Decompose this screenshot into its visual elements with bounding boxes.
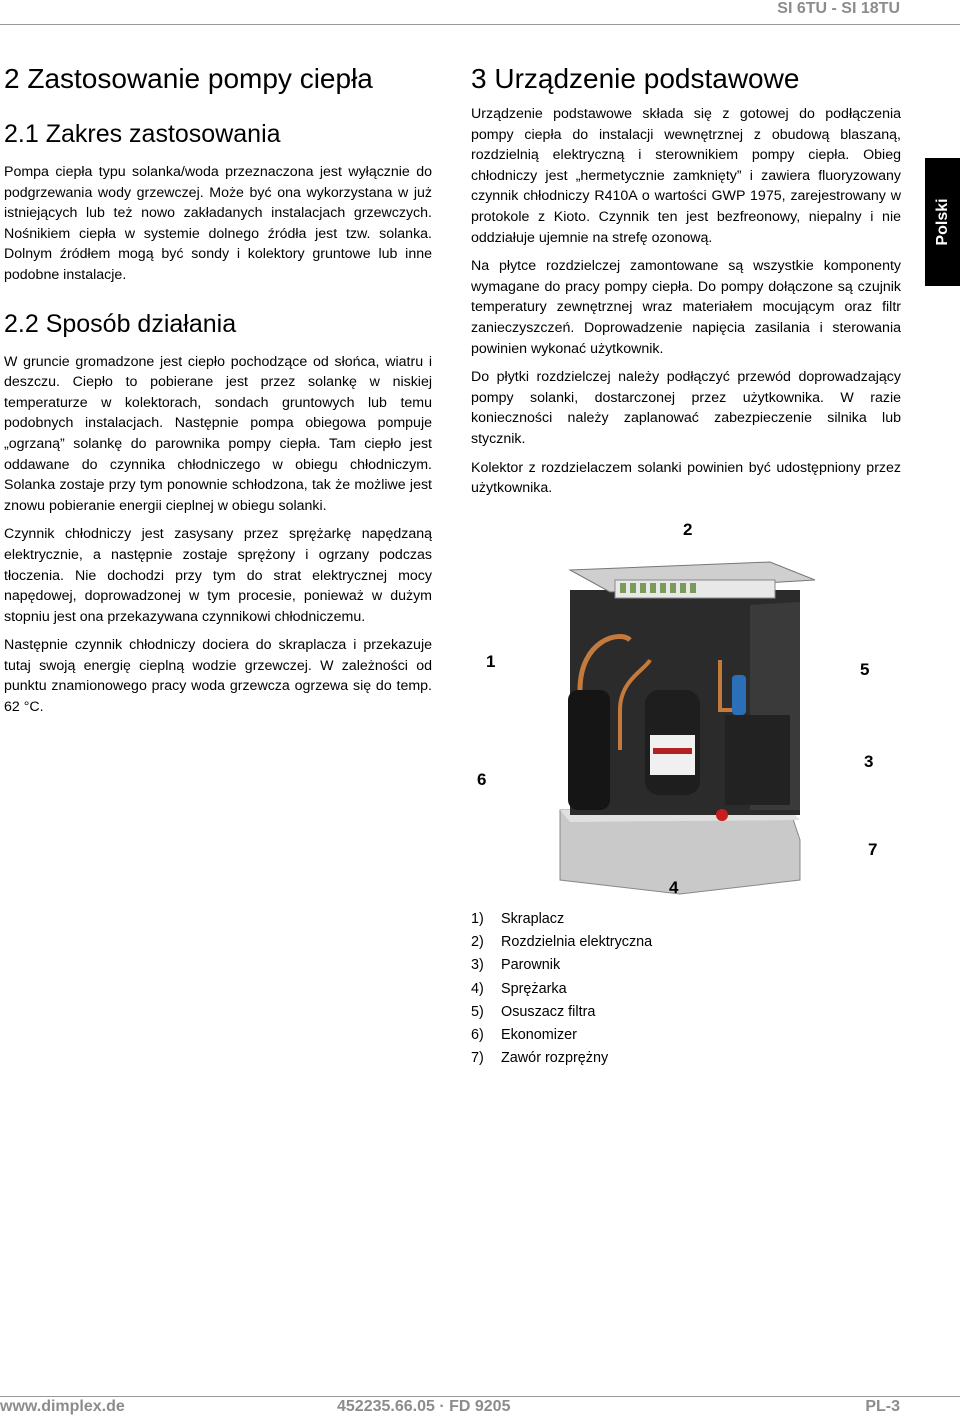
paragraph: Pompa ciepła typu solanka/woda przeznaczona jest wyłącznie do podgrzewania wody grzewczej. Może być ona wykorzystana w już istniejących lub też nowo zakładanych instalacjach grzewczych. Nośnikiem ciepła w systemie dolnego źródła jest tzw. solanka. Dolnym źródłem mogą być sondy i kolektory gruntowe lub inne podobne instalacje. (4, 164, 432, 283)
legend-item (471, 1047, 771, 1070)
callout-5: 5 (860, 660, 870, 679)
header-model: SI 6TU - SI 18TU (777, 0, 900, 17)
language-tab (925, 158, 960, 286)
legend-number: 1) (471, 911, 484, 927)
callout-4: 4 (669, 878, 679, 897)
language-tab-label: Polski (933, 198, 951, 246)
legend-number: 3) (471, 957, 484, 974)
legend-label: Rozdzielnia elektryczna (501, 934, 653, 951)
parts-legend (471, 908, 771, 1070)
footer-website: www.dimplex.de (0, 1398, 125, 1415)
callout-1: 1 (486, 652, 496, 671)
legend-item (471, 978, 771, 1001)
footer-rule (0, 1396, 960, 1397)
paragraph: Czynnik chłodniczy jest zasysany przez sprężarkę napędzaną elektrycznie, a następnie zostaje sprężony i ogrzany podczas tłoczenia. Nie dochodzi przy tym do strat elektrycznej mocy napędowej, doprowadzonej w tym procesie, ponieważ w dużym stopniu jest ona przekazywana czynnikowi chłodniczemu. (4, 526, 432, 625)
paragraph: W gruncie gromadzone jest ciepło pochodzące od słońca, wiatru i deszczu. Ciepło to pobierane jest przez solankę w niskiej temperaturze w kolektorach, sondach gruntowych lub temu podobnych instalacjach. Następnie pompa obiegowa pompuje „ogrzaną” solankę do parownika pompy ciepła. Tam ciepło jest oddawane do czynnika chłodniczego w obiegu chłodniczym. Solanka zostaje przy tym ponownie schłodzona, tak że możliwe jest znowu pobieranie energii cieplnej w obiegu solanki. (4, 353, 432, 514)
legend-number: 7) (471, 1050, 484, 1067)
legend-item (471, 954, 771, 977)
right-column (471, 62, 901, 507)
legend-label: Skraplacz (501, 911, 565, 927)
legend-item (471, 908, 771, 931)
callout-2: 2 (683, 520, 693, 539)
paragraph: Do płytki rozdzielczej należy podłączyć przewód doprowadzający pompy solanki, dostarczonej przez użytkownika. W razie konieczności należy zaplanować zabezpieczenie silnika lub stycznik. (471, 369, 901, 447)
footer-page-number: PL-3 (865, 1398, 900, 1415)
legend-number: 5) (471, 1003, 484, 1020)
header-rule (0, 24, 960, 25)
legend-item (471, 1024, 771, 1047)
legend-label: Ekonomizer (501, 1027, 577, 1044)
legend-label: Sprężarka (501, 980, 567, 997)
left-column (4, 62, 432, 726)
paragraph: Następnie czynnik chłodniczy dociera do skraplacza i przekazuje tutaj swoją energię cieplną wodzie grzewczej. W zależności od punktu znamionowego pracy woda grzewcza ogrzewa się do temp. 62 °C. (4, 637, 432, 716)
paragraph: Kolektor z rozdzielaczem solanki powinien być udostępniony przez użytkownika. (471, 459, 901, 497)
legend-number: 4) (471, 980, 484, 997)
legend-item (471, 1001, 771, 1024)
legend-item (471, 931, 771, 954)
chapter-heading-3: 3 Urządzenie podstawowe (471, 63, 800, 94)
legend-label: Osuszacz filtra (501, 1003, 596, 1020)
paragraph: Na płytce rozdzielczej zamontowane są wszystkie komponenty wymagane do pracy pompy ciepła. Do pompy dołączone są czujnik temperatury zewnętrznej wraz materiałem mocującym oraz filtr zanieczyszczeń. Doprowadzenie napięcia zasilania i sterowania powinien wykonać użytkownik. (471, 258, 901, 357)
section-heading-2-2: 2.2 Sposób działania (4, 309, 237, 338)
legend-number: 6) (471, 1027, 484, 1044)
chapter-heading-2: 2 Zastosowanie pompy ciepła (4, 63, 373, 94)
callout-3: 3 (864, 752, 874, 771)
paragraph: Urządzenie podstawowe składa się z gotowej do podłączenia pompy ciepła do instalacji wewnętrznej z obudową blaszaną, rozdzielnią elektryczną i sterownikiem pompy ciepła. Obieg chłodniczy jest „hermetycznie zamknięty” i zawiera fluoryzowany czynnik chłodniczy R410A o wartości GWP 1975, zarejestrowany w protokole z Kioto. Czynnik ten jest bezfreonowy, niepalny i nie oddziałuje ujemnie na strefę ozonową. (471, 106, 901, 246)
legend-label: Parownik (501, 957, 561, 974)
footer-doc-number: 452235.66.05 · FD 9205 (337, 1398, 511, 1415)
heat-pump-photo (470, 510, 900, 902)
legend-number: 2) (471, 934, 484, 951)
callout-7: 7 (868, 840, 878, 859)
section-heading-2-1: 2.1 Zakres zastosowania (4, 120, 281, 148)
legend-label: Zawór rozprężny (501, 1050, 609, 1067)
callout-6: 6 (477, 770, 487, 789)
